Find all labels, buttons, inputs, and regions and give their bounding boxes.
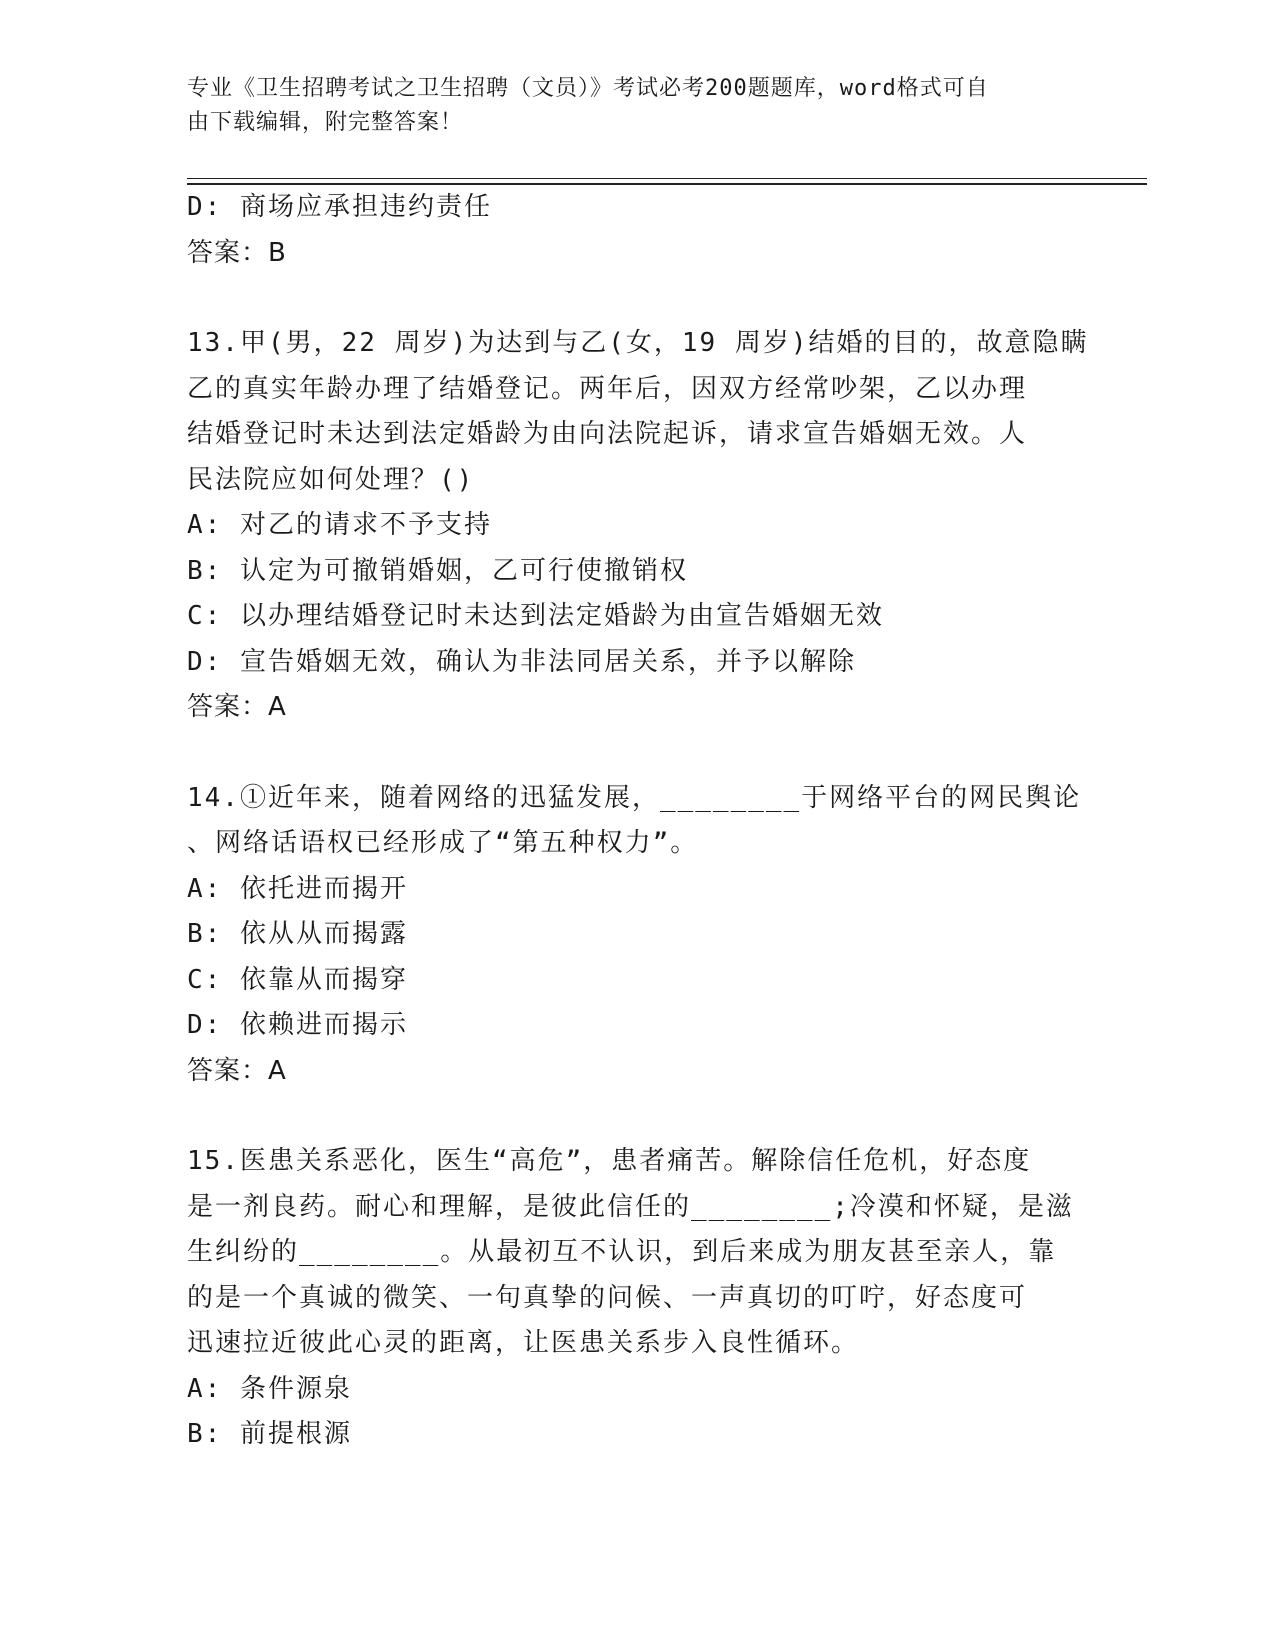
q15-option-b: B: 前提根源 xyxy=(187,1419,352,1449)
q14-option-b: B: 依从从而揭露 xyxy=(187,919,408,949)
header-rule-thin xyxy=(187,178,1147,179)
header-line-1: 专业《卫生招聘考试之卫生招聘（文员）》考试必考200题题库，word格式可自 xyxy=(187,76,989,101)
spacer xyxy=(187,276,1087,321)
q13-option-d: D: 宣告婚姻无效，确认为非法同居关系，并予以解除 xyxy=(187,646,856,677)
q13-option-b: B: 认定为可撤销婚姻，乙可行使撤销权 xyxy=(187,555,688,586)
spacer xyxy=(187,731,1087,776)
q14-answer: 答案：A xyxy=(187,1055,287,1086)
document-body xyxy=(187,185,1087,1458)
q13-option-a: A: 对乙的请求不予支持 xyxy=(187,510,492,540)
question-14 xyxy=(187,776,1087,1095)
q15-option-a: A: 条件源泉 xyxy=(187,1373,352,1404)
q13-stem-line: 结婚登记时未达到法定婚龄为由向法院起诉，请求宣告婚姻无效。人 xyxy=(187,419,1028,449)
q14-stem-line: 14.①近年来，随着网络的迅猛发展，________于网络平台的网民舆论 xyxy=(187,782,1082,813)
prev-option-d: D: 商场应承担违约责任 xyxy=(187,192,492,222)
q13-stem-line: 民法院应如何处理？() xyxy=(187,464,475,495)
q15-stem-line: 是一剂良药。耐心和理解，是彼此信任的________;冷漠和怀疑，是滋 xyxy=(187,1191,1074,1222)
prev-answer: 答案：B xyxy=(187,237,287,268)
q14-option-d: D: 依赖进而揭示 xyxy=(187,1010,408,1040)
q13-option-c: C: 以办理结婚登记时未达到法定婚龄为由宣告婚姻无效 xyxy=(187,601,884,631)
q15-stem-line: 的是一个真诚的微笑、一句真挚的问候、一声真切的叮咛，好态度可 xyxy=(187,1282,1028,1313)
q15-stem-line: 生纠纷的________。从最初互不认识，到后来成为朋友甚至亲人，靠 xyxy=(187,1237,1057,1267)
q15-stem-line: 迅速拉近彼此心灵的距离，让医患关系步入良性循环。 xyxy=(187,1328,860,1358)
q13-answer: 答案：A xyxy=(187,692,287,722)
document-header xyxy=(187,72,1077,140)
header-line-2: 由下载编辑，附完整答案！ xyxy=(187,110,464,135)
question-15 xyxy=(187,1139,1087,1458)
question-13 xyxy=(187,321,1087,731)
spacer xyxy=(187,1094,1087,1139)
q13-stem-line: 13.甲(男，22 周岁)为达到与乙(女，19 周岁)结婚的目的，故意隐瞒 xyxy=(187,328,1089,358)
q14-option-c: C: 依靠从而揭穿 xyxy=(187,964,408,995)
q13-stem-line: 乙的真实年龄办理了结婚登记。两年后，因双方经常吵架，乙以办理 xyxy=(187,373,1028,404)
q14-option-a: A: 依托进而揭开 xyxy=(187,873,408,904)
q15-stem-line: 15.医患关系恶化，医生“高危”，患者痛苦。解除信任危机，好态度 xyxy=(187,1146,1032,1176)
q14-stem-line: 、网络话语权已经形成了“第五种权力”。 xyxy=(187,828,699,858)
